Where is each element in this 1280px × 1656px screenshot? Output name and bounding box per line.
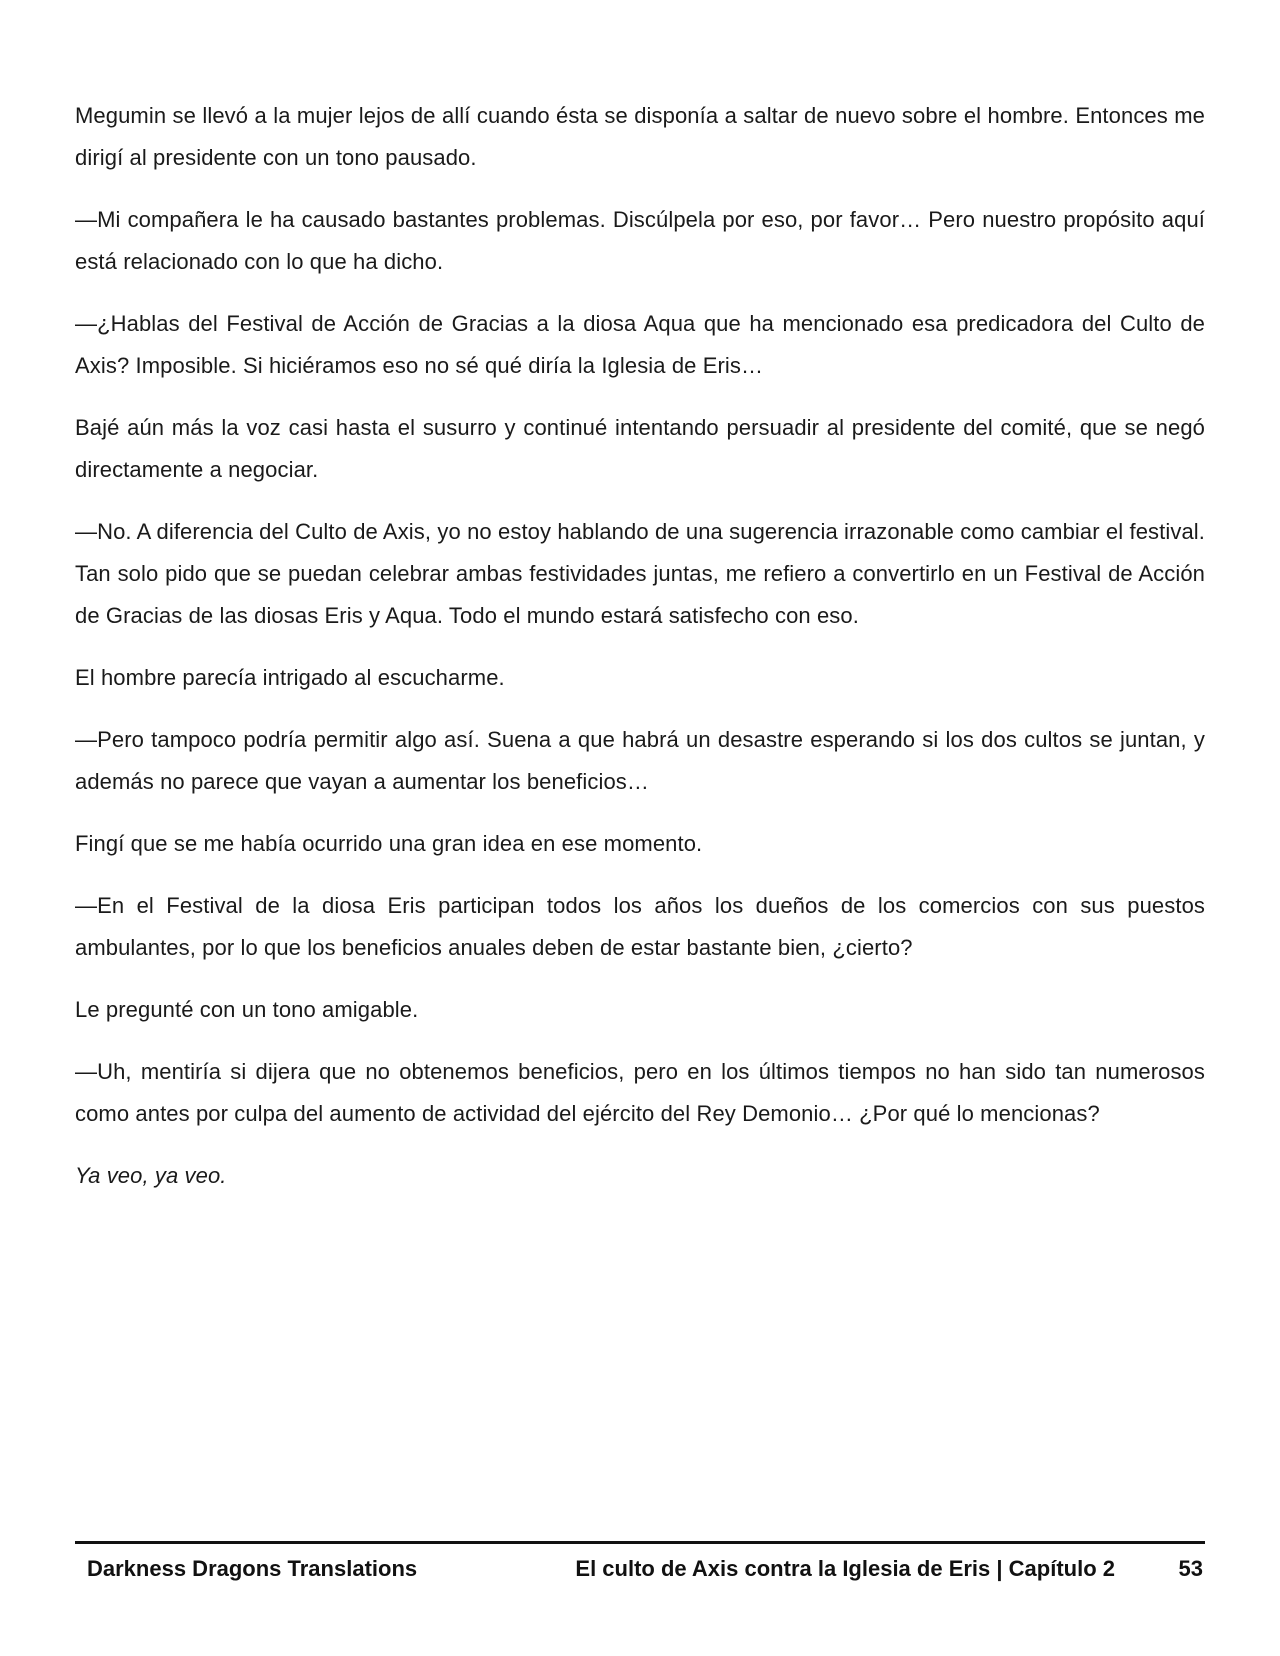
- paragraph: Le pregunté con un tono amigable.: [75, 997, 419, 1022]
- paragraph: —No. A diferencia del Culto de Axis, yo no estoy hablando de una sugerencia irrazonable como cambiar el festival. Tan solo pido que se puedan celebrar ambas festividades juntas, me refiero a convertirlo en un Festival de Acción de Gracias de las diosas Eris y Aqua. Todo el mundo estará satisfecho con eso.: [75, 519, 1205, 628]
- paragraph: Megumin se llevó a la mujer lejos de allí cuando ésta se disponía a saltar de nuevo sobre el hombre. Entonces me dirigí al presidente con un tono pausado.: [75, 103, 1205, 170]
- body-text: [75, 95, 1205, 1217]
- paragraph-italic: Ya veo, ya veo.: [75, 1163, 227, 1188]
- paragraph: El hombre parecía intrigado al escucharme.: [75, 665, 505, 690]
- paragraph: —Mi compañera le ha causado bastantes problemas. Discúlpela por eso, por favor… Pero nuestro propósito aquí está relacionado con lo que ha dicho.: [75, 207, 1205, 274]
- paragraph: —En el Festival de la diosa Eris participan todos los años los dueños de los comercios con sus puestos ambulantes, por lo que los beneficios anuales deben de estar bastante bien, ¿cierto?: [75, 893, 1205, 960]
- footer-chapter-title: El culto de Axis contra la Iglesia de Eris | Capítulo 2: [575, 1556, 1115, 1581]
- paragraph: —¿Hablas del Festival de Acción de Gracias a la diosa Aqua que ha mencionado esa predicadora del Culto de Axis? Imposible. Si hiciéramos eso no sé qué diría la Iglesia de Eris…: [75, 311, 1205, 378]
- footer-row: [75, 1544, 1205, 1594]
- page-number: 53: [1178, 1556, 1203, 1581]
- footer-translator-credit: Darkness Dragons Translations: [87, 1556, 418, 1581]
- paragraph: Fingí que se me había ocurrido una gran idea en ese momento.: [75, 831, 703, 856]
- page-footer: [75, 1541, 1205, 1594]
- paragraph: —Pero tampoco podría permitir algo así. Suena a que habrá un desastre esperando si los dos cultos se juntan, y además no parece que vayan a aumentar los beneficios…: [75, 727, 1205, 794]
- paragraph: Bajé aún más la voz casi hasta el susurro y continué intentando persuadir al presidente del comité, que se negó directamente a negociar.: [75, 415, 1205, 482]
- paragraph: —Uh, mentiría si dijera que no obtenemos beneficios, pero en los últimos tiempos no han sido tan numerosos como antes por culpa del aumento de actividad del ejército del Rey Demonio… ¿Por qué lo mencionas?: [75, 1059, 1205, 1126]
